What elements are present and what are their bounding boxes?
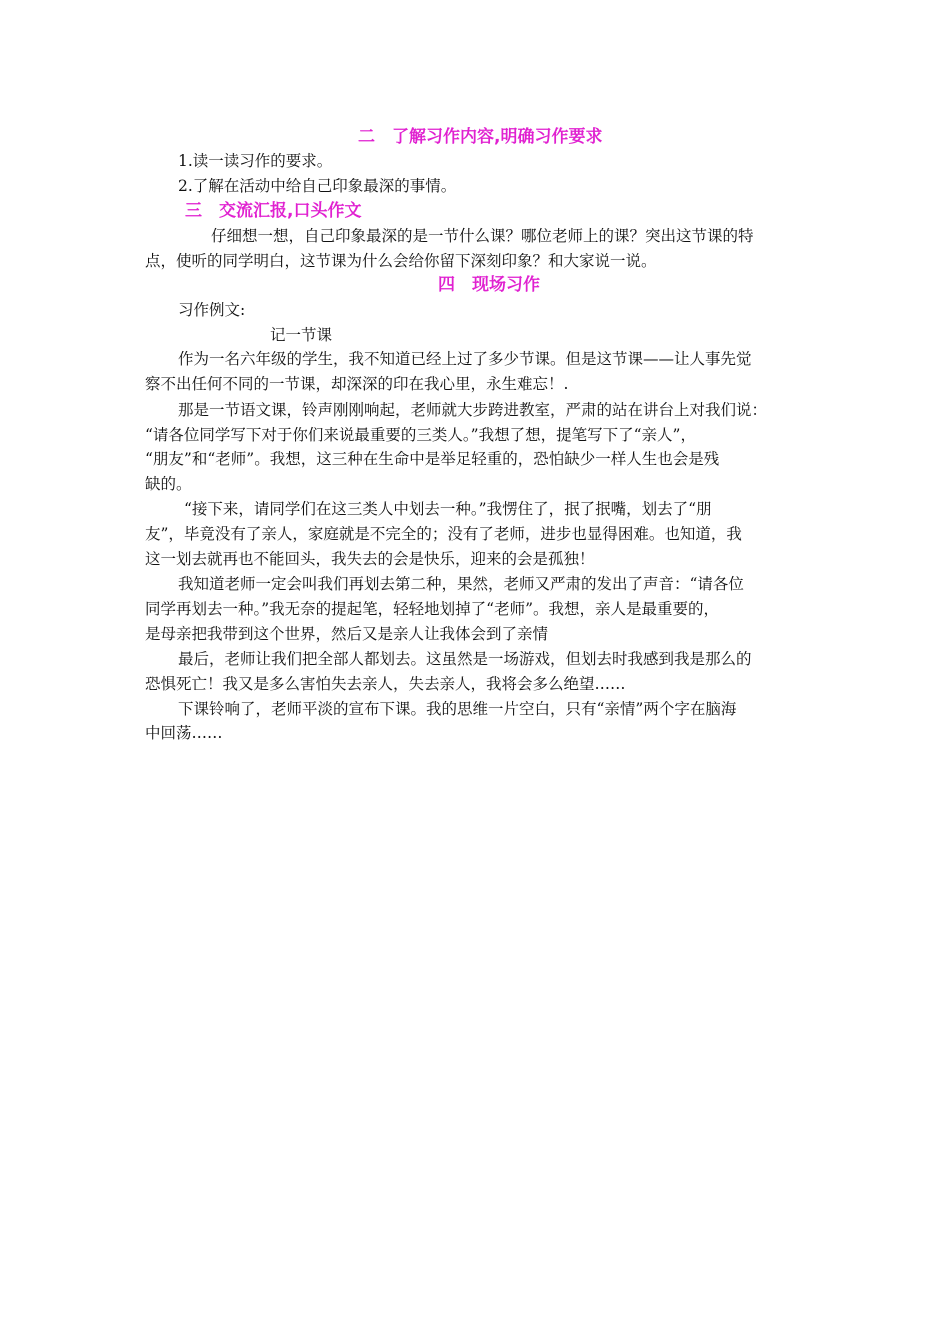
essay-p2-line-4: 缺的。	[145, 475, 192, 493]
section-2-item-2: 2.了解在活动中给自己印象最深的事情。	[178, 177, 457, 195]
essay-p4-line-2: 同学再划去一种。”我无奈的提起笔，轻轻地划掉了“老师”。我想，亲人是最重要的，	[145, 600, 720, 618]
essay-title: 记一节课	[270, 326, 333, 344]
section-3-paragraph-line-1: 仔细想一想，自己印象最深的是一节什么课？哪位老师上的课？突出这节课的特	[211, 227, 754, 245]
essay-p5-line-1: 最后，老师让我们把全部人都划去。这虽然是一场游戏，但划去时我感到我是那么的	[178, 650, 752, 668]
essay-intro-label: 习作例文:	[178, 301, 246, 319]
essay-p1-line-2: 察不出任何不同的一节课，却深深的印在我心里，永生难忘！.	[145, 375, 569, 393]
essay-p3-line-1: “接下来，请同学们在这三类人中划去一种。”我愣住了，抿了抿嘴，划去了“朋	[184, 500, 712, 518]
section-2-item-1: 1.读一读习作的要求。	[178, 152, 333, 170]
essay-p4-line-1: 我知道老师一定会叫我们再划去第二种，果然，老师又严肃的发出了声音：“请各位	[178, 575, 744, 593]
essay-p3-line-3: 这一划去就再也不能回头，我失去的会是快乐，迎来的会是孤独！	[145, 550, 595, 568]
essay-p6-line-1: 下课铃响了，老师平淡的宣布下课。我的思维一片空白，只有“亲情”两个字在脑海	[178, 700, 737, 718]
essay-p1-line-1: 作为一名六年级的学生，我不知道已经上过了多少节课。但是这节课——让人事先觉	[178, 350, 752, 368]
section-4-heading: 四 现场习作	[438, 275, 540, 295]
essay-p6-line-2: 中回荡……	[145, 724, 223, 742]
essay-p2-line-2: “请各位同学写下对于你们来说最重要的三类人。”我想了想，提笔写下了“亲人”，	[145, 426, 696, 444]
essay-p5-line-2: 恐惧死亡！我又是多么害怕失去亲人，失去亲人，我将会多么绝望……	[145, 675, 626, 693]
section-2-heading: 二 了解习作内容,明确习作要求	[358, 127, 603, 147]
essay-p2-line-3: “朋友”和“老师”。我想，这三种在生命中是举足轻重的，恐怕缺少一样人生也会是残	[145, 450, 720, 468]
essay-p3-line-2: 友”，毕竟没有了亲人，家庭就是不完全的；没有了老师，进步也显得困难。也知道，我	[145, 525, 742, 543]
essay-p2-line-1: 那是一节语文课，铃声刚刚响起，老师就大步跨进教室，严肃的站在讲台上对我们说：	[178, 401, 768, 419]
section-3-paragraph-line-2: 点，使听的同学明白，这节课为什么会给你留下深刻印象？和大家说一说。	[145, 252, 657, 270]
section-3-heading: 三 交流汇报,口头作文	[185, 201, 362, 221]
essay-p4-line-3: 是母亲把我带到这个世界，然后又是亲人让我体会到了亲情	[145, 625, 549, 643]
